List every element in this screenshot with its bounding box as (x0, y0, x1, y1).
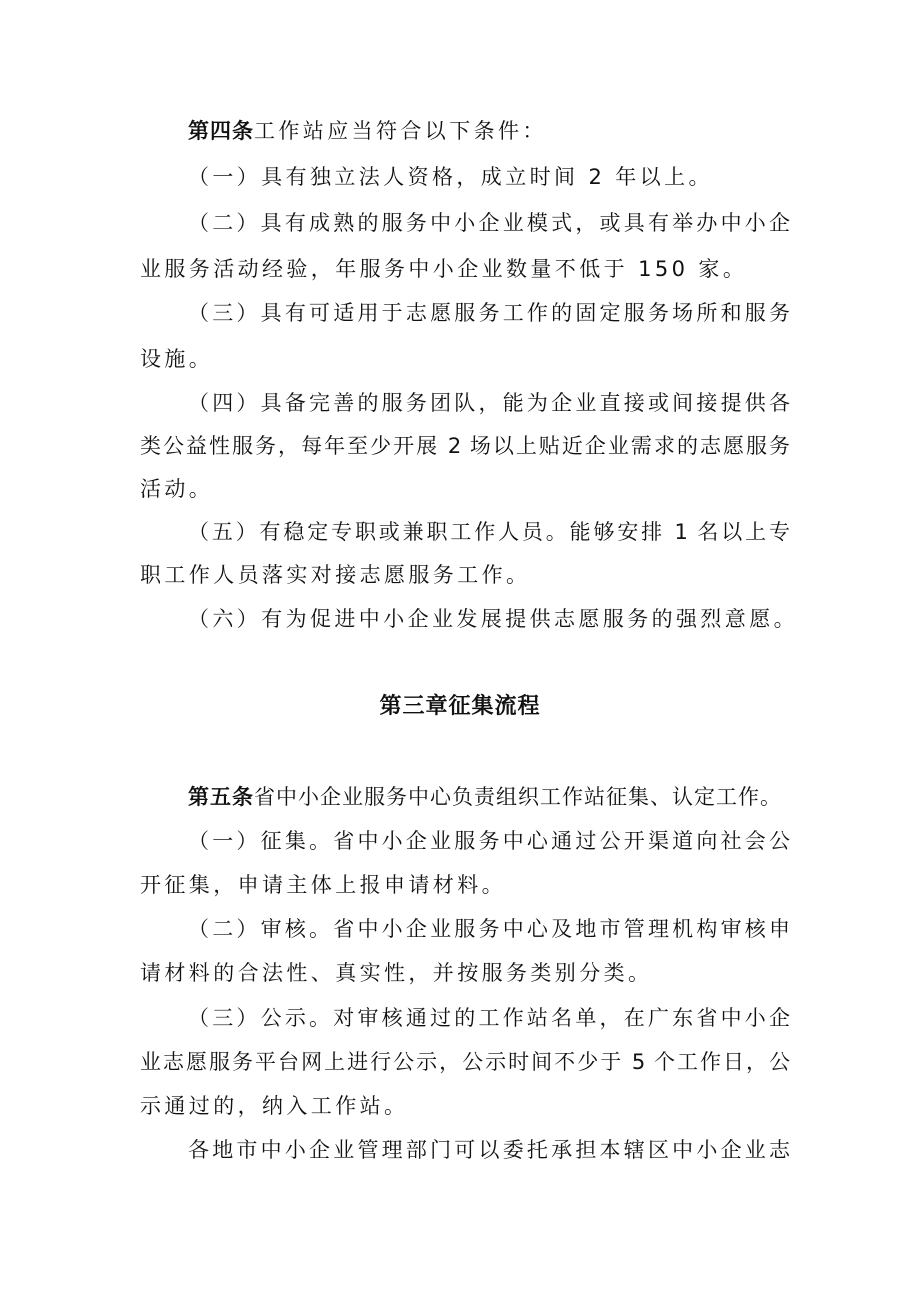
article-4-item-3-line-1: （三）具有可适用于志愿服务工作的固定服务场所和服务 (188, 301, 790, 325)
article-4-item-4-line-2: 类公益性服务，每年至少开展 2 场以上贴近企业需求的志愿服务 (140, 434, 790, 458)
article-4-item-1: （一）具有独立法人资格，成立时间 2 年以上。 (188, 165, 713, 189)
chapter-3-title: 第三章征集流程 (379, 694, 541, 719)
article-4-number: 第四条 (188, 119, 254, 143)
article-4-item-6: （六）有为促进中小企业发展提供志愿服务的强烈意愿。 (188, 607, 798, 631)
article-5-item-3-line-2: 业志愿服务平台网上进行公示，公示时间不少于 5 个工作日，公 (140, 1050, 790, 1074)
article-4-text: 工作站应当符合以下条件： (254, 119, 547, 143)
article-5-item-1-line-1: （一）征集。省中小企业服务中心通过公开渠道向社会公 (188, 829, 790, 853)
article-5-item-3-line-1: （三）公示。对审核通过的工作站名单，在广东省中小企 (188, 1006, 790, 1030)
article-5-heading (188, 782, 790, 812)
article-4-item-2-line-2: 业服务活动经验，年服务中小企业数量不低于 150 家。 (140, 257, 748, 281)
article-5-closing-line: 各地市中小企业管理部门可以委托承担本辖区中小企业志 (188, 1138, 790, 1162)
article-4-item-4-line-1: （四）具备完善的服务团队，能为企业直接或间接提供各 (188, 391, 790, 415)
article-4-item-5-line-2: 职工作人员落实对接志愿服务工作。 (140, 563, 531, 587)
article-4-item-2-line-1: （二）具有成熟的服务中小企业模式，或具有举办中小企 (188, 211, 790, 235)
article-4-heading (188, 116, 790, 146)
article-5-item-2-line-2: 请材料的合法性、真实性，并按服务类别分类。 (140, 961, 653, 985)
article-4-item-3-line-2: 设施。 (140, 347, 214, 371)
article-4-item-5-line-1: （五）有稳定专职或兼职工作人员。能够安排 1 名以上专 (188, 520, 790, 544)
article-5-item-3-line-3: 示通过的，纳入工作站。 (140, 1094, 409, 1118)
article-5-number: 第五条 (188, 785, 254, 809)
article-5-text: 省中小企业服务中心负责组织工作站征集、认定工作。 (254, 785, 782, 809)
article-5-item-2-line-1: （二）审核。省中小企业服务中心及地市管理机构审核申 (188, 917, 790, 941)
article-5-item-1-line-2: 开征集，申请主体上报申请材料。 (140, 873, 506, 897)
article-4-item-4-line-3: 活动。 (140, 477, 214, 501)
